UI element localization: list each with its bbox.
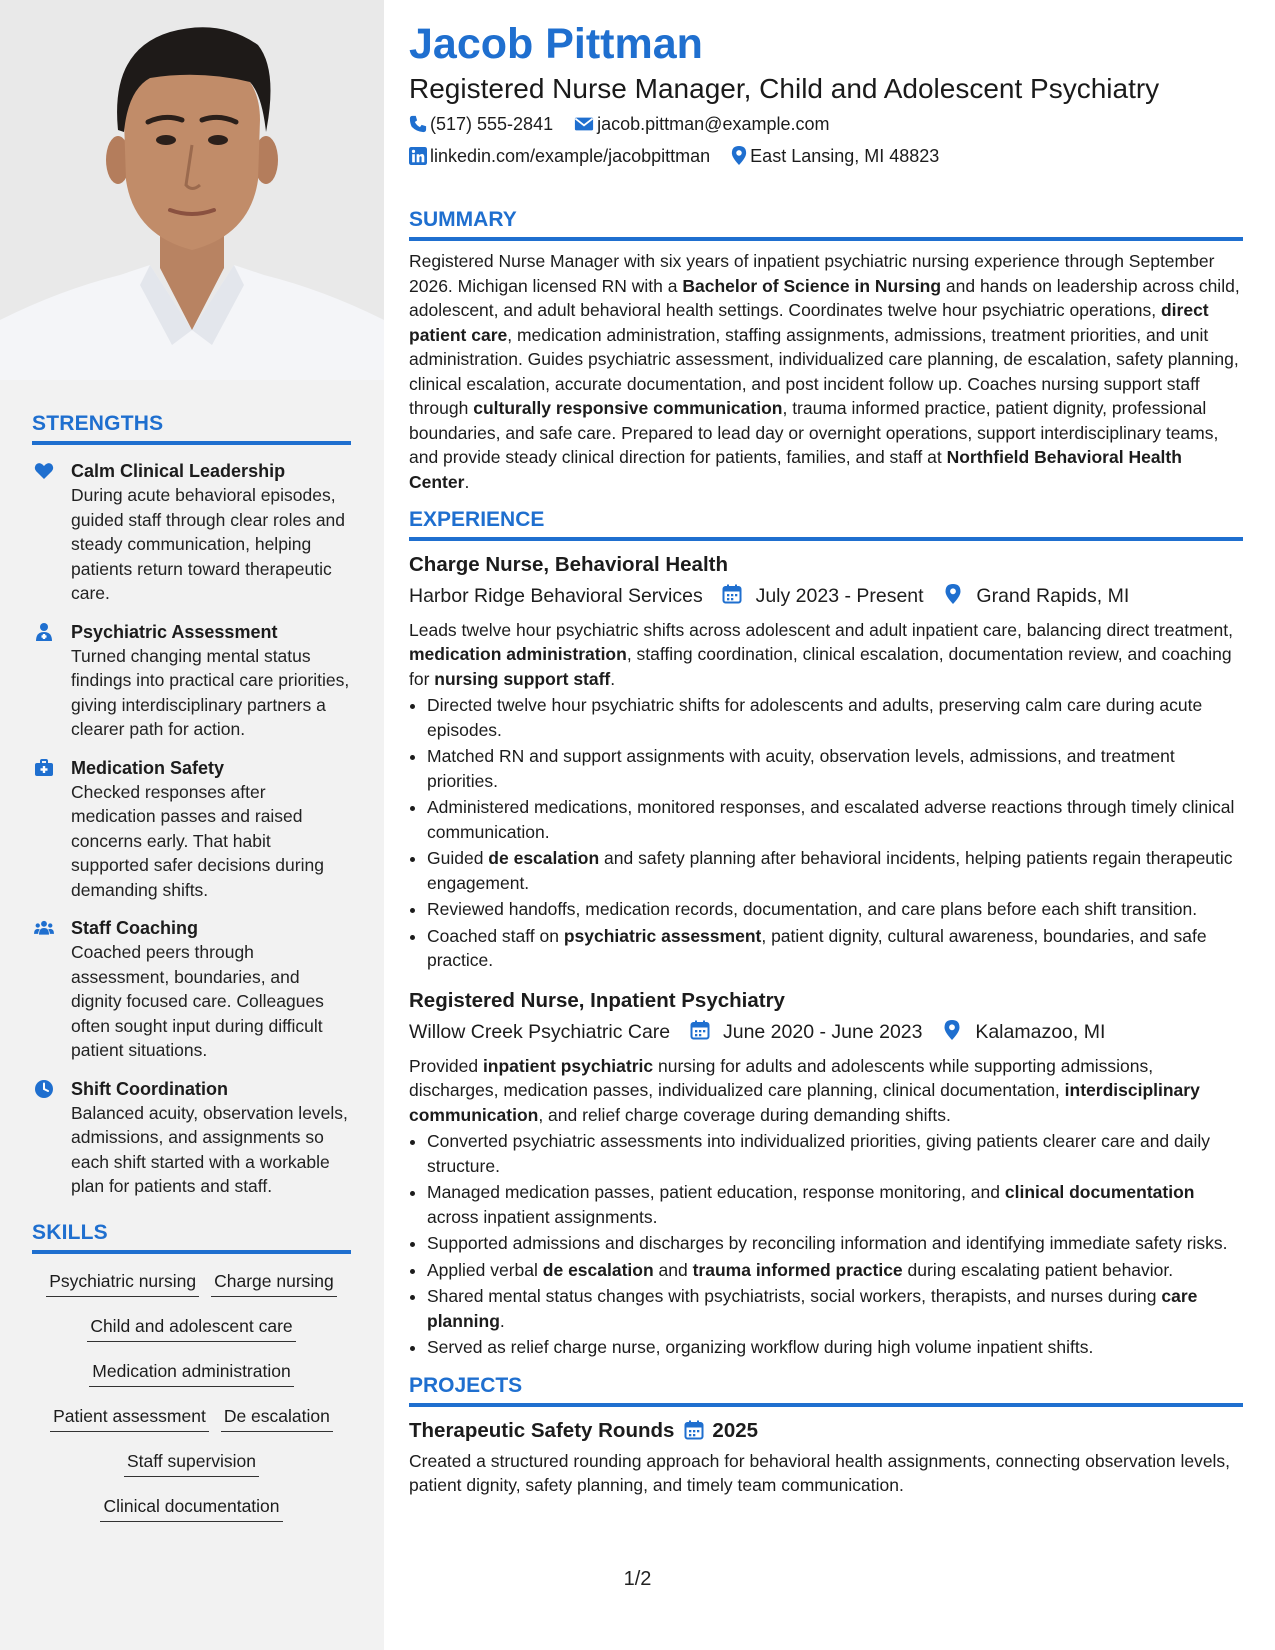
location-text: East Lansing, MI 48823 <box>750 146 940 166</box>
text-run: across inpatient assignments. <box>427 1206 658 1227</box>
strength-description: Checked responses after medication passes and raised concerns early. That habit supported safer decisions during demanding shifts. <box>71 781 324 900</box>
portrait-illustration <box>0 0 384 380</box>
job-location: Kalamazoo, MI <box>975 1020 1106 1043</box>
text-run: Directed twelve hour psychiatric shifts for adolescents and adults, preserving calm care during acute episodes. <box>427 695 1203 740</box>
bold-text: psychiatric assessment <box>563 925 762 946</box>
bold-text: trauma informed practice <box>692 1259 903 1280</box>
text-run: Administered medications, monitored responses, and escalated adverse reactions through timely clinical communication. <box>427 797 1235 842</box>
text-run: nursing for adults and adolescents while supporting admissions, discharges, medication passes, individualized care planning, clinical documentation, <box>409 1055 1154 1101</box>
strengths-heading: STRENGTHS <box>32 412 351 445</box>
text-run: Shared mental status changes with psychiatrists, social workers, therapists, and nurses during <box>427 1286 1162 1307</box>
project-entry <box>409 1417 1243 1445</box>
experience-heading: EXPERIENCE <box>409 508 1243 541</box>
user-md-icon <box>34 622 54 642</box>
job-meta <box>409 581 1243 610</box>
bullet-item <box>427 1231 1243 1256</box>
project-year: 2025 <box>712 1418 759 1442</box>
bold-text: culturally responsive communication <box>473 398 783 418</box>
strength-description: During acute behavioral episodes, guided staff through clear roles and steady communication, helping patients return toward therapeutic care. <box>71 485 346 603</box>
text-run: Guided <box>427 848 489 869</box>
users-icon <box>34 918 54 938</box>
heart-icon <box>34 461 54 481</box>
text-run: , medication administration, staffing assignments, admissions, treatment priorities, and unit administration. Guides psychiatric assessment, individualized care planning, de escalation, safety planning, clinical escalation, accurate documentation, and post incident follow up. Coaches nursing support staff through <box>409 324 1239 418</box>
skill-tag: Child and adolescent care <box>87 1315 295 1342</box>
bullet-item <box>427 693 1243 742</box>
text-run: Coached staff on <box>427 925 564 946</box>
skill-tag: Charge nursing <box>211 1270 337 1297</box>
project-title: Therapeutic Safety Rounds <box>409 1418 675 1442</box>
strengths-list <box>32 459 351 1199</box>
phone-text: (517) 555-2841 <box>430 114 554 134</box>
main-content <box>409 18 1243 1498</box>
bullet-item <box>427 846 1243 895</box>
phone-icon <box>409 115 427 133</box>
skill-tag: De escalation <box>221 1405 333 1432</box>
strength-description: Turned changing mental status findings into practical care priorities, giving interdisciplinary partners a clearer path for action. <box>71 645 350 739</box>
job-dates: June 2020 - June 2023 <box>722 1020 923 1043</box>
job-description <box>409 1054 1243 1128</box>
skill-tag: Staff supervision <box>124 1450 259 1477</box>
linkedin-text: linkedin.com/example/jacobpittman <box>430 146 711 166</box>
text-run: Matched RN and support assignments with acuity, observation levels, admissions, and treatment priorities. <box>427 746 1175 791</box>
strength-item <box>32 459 351 606</box>
text-run: Reviewed handoffs, medication records, documentation, and care plans before each shift transition. <box>427 899 1198 920</box>
bold-text: care planning <box>427 1286 1198 1331</box>
strength-title: Medication Safety <box>71 757 225 778</box>
summary-text <box>409 249 1243 494</box>
job-location: Grand Rapids, MI <box>976 584 1130 607</box>
text-run: Registered Nurse Manager with six years of inpatient psychiatric nursing experience through September 2026. Michigan licensed RN with a <box>409 251 1215 296</box>
job-description <box>409 618 1243 692</box>
bold-text: direct patient care <box>409 300 1209 345</box>
strength-description: Coached peers through assessment, boundaries, and dignity focused care. Colleagues often sought input during difficult patient situations. <box>71 942 324 1060</box>
skill-tag: Clinical documentation <box>100 1495 282 1522</box>
skill-tag: Patient assessment <box>50 1405 209 1432</box>
projects-heading: PROJECTS <box>409 1374 1243 1407</box>
projects-section <box>409 1374 1243 1498</box>
skill-row <box>32 1405 351 1450</box>
text-run: Leads twelve hour psychiatric shifts across adolescent and adult inpatient care, balancing direct treatment, <box>409 619 1233 640</box>
linkedin-contact[interactable] <box>409 144 710 168</box>
bullet-item <box>427 897 1243 922</box>
strength-item <box>32 620 351 742</box>
text-run: during escalating patient behavior. <box>902 1259 1174 1280</box>
text-run: . <box>610 668 616 689</box>
skill-row <box>32 1270 351 1315</box>
calendar-icon <box>684 1420 704 1440</box>
bold-text: nursing support staff <box>434 668 611 689</box>
linkedin-icon <box>409 147 427 165</box>
clock-icon <box>34 1079 54 1099</box>
summary-heading: SUMMARY <box>409 208 1243 241</box>
calendar-icon <box>690 1020 710 1040</box>
bullet-item <box>427 1284 1243 1333</box>
skills-list <box>32 1270 351 1540</box>
email-contact[interactable] <box>574 112 829 136</box>
text-run: . <box>499 1310 505 1331</box>
bullet-item <box>427 1258 1243 1283</box>
map-pin-icon <box>731 146 747 165</box>
bullet-item <box>427 1129 1243 1178</box>
skill-row <box>32 1315 351 1360</box>
text-run: and hands on leadership across child, adolescent, and adult behavioral health settings. Coordinates twelve hour psychiatric operations, <box>409 275 1240 320</box>
text-run: , staffing coordination, clinical escalation, documentation review, and coaching for <box>409 644 1232 689</box>
page-number: 1/2 <box>623 1568 652 1590</box>
bold-text: inpatient psychiatric <box>482 1055 654 1076</box>
skills-heading: SKILLS <box>32 1221 351 1254</box>
envelope-icon <box>574 115 594 133</box>
bullet-item <box>427 744 1243 793</box>
text-run: Applied verbal <box>427 1259 543 1280</box>
sidebar <box>0 0 384 1650</box>
strength-title: Shift Coordination <box>71 1078 228 1099</box>
email-text: jacob.pittman@example.com <box>597 114 830 134</box>
text-run: , patient dignity, cultural awareness, boundaries, and safe practice. <box>427 925 1207 971</box>
skill-row <box>32 1360 351 1405</box>
contact-row <box>409 112 1243 138</box>
bold-text: Northfield Behavioral Health Center <box>409 447 1182 492</box>
project-description: Created a structured rounding approach for behavioral health assignments, connecting observation levels, patient dignity, safety planning, and timely team communication. <box>409 1450 1231 1496</box>
text-run: and safety planning after behavioral incidents, helping patients regain therapeutic engagement. <box>427 848 1233 893</box>
strength-title: Calm Clinical Leadership <box>71 461 286 481</box>
bold-text: medication administration <box>409 644 627 665</box>
skill-tag: Psychiatric nursing <box>46 1270 199 1297</box>
map-pin-icon <box>942 1020 962 1040</box>
contact-row <box>409 144 1243 170</box>
calendar-icon <box>722 584 742 604</box>
text-run: Managed medication passes, patient education, response monitoring, and <box>427 1182 1005 1203</box>
job-bullets <box>409 693 1243 973</box>
company-name: Willow Creek Psychiatric Care <box>409 1020 671 1043</box>
strength-description: Balanced acuity, observation levels, admissions, and assignments so each shift started with a workable plan for patients and staff. <box>71 1102 348 1196</box>
job-bullets <box>409 1129 1243 1360</box>
sidebar-content <box>32 412 351 1540</box>
job-title: Charge Nurse, Behavioral Health <box>409 553 728 576</box>
job-entry <box>409 551 1243 973</box>
headline: Registered Nurse Manager, Child and Adolescent Psychiatry <box>409 73 1160 104</box>
phone-contact[interactable] <box>409 112 553 136</box>
text-run: . <box>464 471 470 492</box>
bold-text: Bachelor of Science in Nursing <box>682 275 942 296</box>
strength-title: Psychiatric Assessment <box>71 621 278 642</box>
skill-row <box>32 1450 351 1495</box>
bold-text: interdisciplinary communication <box>409 1080 1200 1125</box>
text-run: Served as relief charge nurse, organizing workflow during high volume inpatient shifts. <box>427 1337 1094 1358</box>
bold-text: de escalation <box>488 848 600 869</box>
summary-section <box>409 208 1243 494</box>
job-title: Registered Nurse, Inpatient Psychiatry <box>409 988 785 1012</box>
text-run: Supported admissions and discharges by reconciling information and identifying immediate safety risks. <box>427 1233 1228 1254</box>
strength-title: Staff Coaching <box>71 918 199 938</box>
bold-text: de escalation <box>542 1259 654 1280</box>
strength-item <box>32 916 351 1063</box>
text-run: Provided <box>409 1055 483 1076</box>
experience-section <box>409 508 1243 1360</box>
bullet-item <box>427 1180 1243 1229</box>
profile-photo <box>0 0 384 380</box>
map-pin-icon <box>943 584 963 604</box>
job-entry <box>409 987 1243 1360</box>
bullet-item <box>427 924 1243 973</box>
skill-tag: Medication administration <box>89 1360 293 1387</box>
text-run: Converted psychiatric assessments into individualized priorities, giving patients clearer care and daily structure. <box>427 1131 1211 1176</box>
company-name: Harbor Ridge Behavioral Services <box>409 584 703 607</box>
bullet-item <box>427 1335 1243 1360</box>
strength-item <box>32 1077 351 1199</box>
text-run: and <box>653 1259 693 1280</box>
medkit-icon <box>34 758 54 778</box>
job-dates: July 2023 - Present <box>755 584 924 607</box>
location-contact <box>731 144 939 168</box>
skill-row <box>32 1495 351 1540</box>
job-meta <box>409 1017 1243 1046</box>
bullet-item <box>427 795 1243 844</box>
text-run: , and relief charge coverage during demanding shifts. <box>538 1104 951 1125</box>
candidate-name: Jacob Pittman <box>409 20 703 68</box>
bold-text: clinical documentation <box>1004 1182 1195 1203</box>
strength-item <box>32 756 351 903</box>
text-run: , trauma informed practice, patient dignity, professional boundaries, and safe care. Prepared to lead day or overnight operations, support interdisciplinary teams, and provide steady clinical direction for patients, families, and staff at <box>409 398 1219 467</box>
